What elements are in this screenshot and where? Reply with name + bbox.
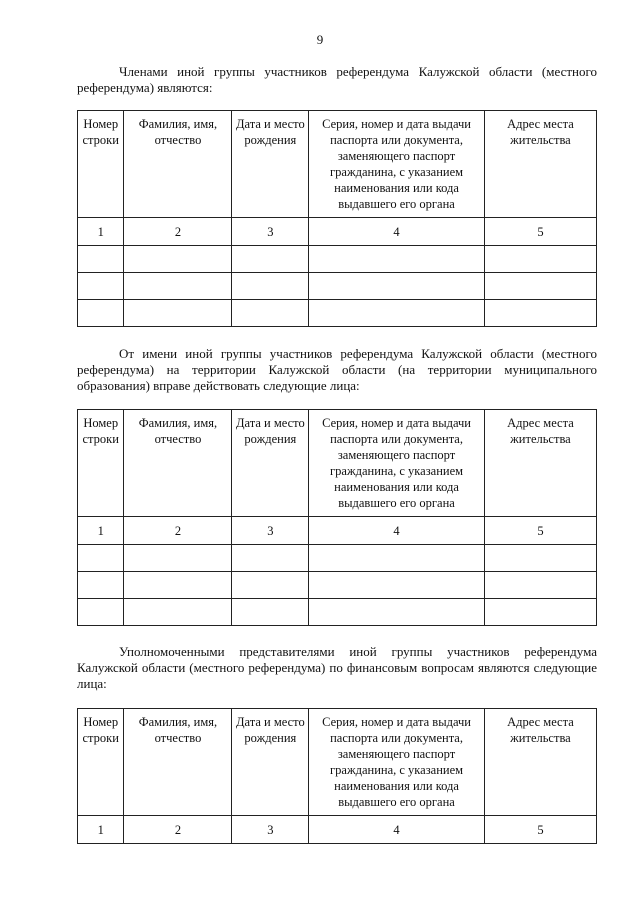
finance-representatives-table [77,708,597,844]
empty-cell[interactable] [78,273,124,300]
empty-row[interactable] [78,599,597,626]
empty-row[interactable] [78,545,597,572]
header-row-number: Номер строки [78,410,124,517]
header-address: Адрес места жительства [484,410,596,517]
column-number-row [78,816,597,844]
header-birth: Дата и место рождения [232,709,309,816]
empty-cell[interactable] [484,300,596,327]
column-number: 1 [78,218,124,246]
empty-cell[interactable] [309,572,485,599]
empty-cell[interactable] [232,300,309,327]
page-number: 9 [316,32,324,47]
empty-cell[interactable] [232,273,309,300]
header-row-number: Номер строки [78,709,124,816]
empty-cell[interactable] [78,599,124,626]
column-number: 3 [232,517,309,545]
column-number: 4 [309,517,485,545]
empty-cell[interactable] [78,545,124,572]
empty-cell[interactable] [309,300,485,327]
empty-cell[interactable] [124,572,232,599]
empty-cell[interactable] [484,273,596,300]
empty-cell[interactable] [124,273,232,300]
column-number: 3 [232,218,309,246]
header-address: Адрес места жительства [484,709,596,816]
column-number: 5 [484,218,596,246]
column-number-row [78,517,597,545]
section-1-text: Членами иной группы участников референдума Калужской области (местного референдума) являются: [77,64,597,95]
header-passport: Серия, номер и дата выдачи паспорта или документа, заменяющего паспорт гражданина, с указанием наименования или кода выдавшего его органа [309,111,485,218]
header-row-number: Номер строки [78,111,124,218]
column-number: 1 [78,816,124,844]
empty-cell[interactable] [484,572,596,599]
column-number: 1 [78,517,124,545]
empty-cell[interactable] [309,273,485,300]
empty-row[interactable] [78,273,597,300]
table-header-row [78,709,597,816]
empty-cell[interactable] [484,246,596,273]
members-table [77,110,597,327]
empty-cell[interactable] [78,300,124,327]
empty-row[interactable] [78,300,597,327]
column-number: 4 [309,816,485,844]
empty-cell[interactable] [309,545,485,572]
empty-cell[interactable] [124,545,232,572]
empty-cell[interactable] [78,246,124,273]
empty-cell[interactable] [309,599,485,626]
empty-cell[interactable] [124,246,232,273]
column-number: 5 [484,816,596,844]
table-header-row [78,410,597,517]
empty-cell[interactable] [124,300,232,327]
header-full-name: Фамилия, имя, отчество [124,709,232,816]
section-3-text: Уполномоченными представителями иной группы участников референдума Калужской области (местного референдума) по финансовым вопросам являются следующие лица: [77,644,597,691]
empty-cell[interactable] [232,599,309,626]
empty-cell[interactable] [484,545,596,572]
header-full-name: Фамилия, имя, отчество [124,410,232,517]
header-passport: Серия, номер и дата выдачи паспорта или документа, заменяющего паспорт гражданина, с указанием наименования или кода выдавшего его органа [309,709,485,816]
empty-cell[interactable] [232,572,309,599]
header-birth: Дата и место рождения [232,410,309,517]
section-2-text: От имени иной группы участников референдума Калужской области (местного референдума) на территории Калужской области (на территории муниципального образования) вправе действовать следующие лица: [77,346,597,393]
header-birth: Дата и место рождения [232,111,309,218]
empty-cell[interactable] [232,545,309,572]
representatives-table [77,409,597,626]
column-number: 2 [124,517,232,545]
table-header-row [78,111,597,218]
column-number: 2 [124,816,232,844]
header-full-name: Фамилия, имя, отчество [124,111,232,218]
column-number: 3 [232,816,309,844]
empty-cell[interactable] [232,246,309,273]
header-passport: Серия, номер и дата выдачи паспорта или документа, заменяющего паспорт гражданина, с указанием наименования или кода выдавшего его органа [309,410,485,517]
empty-cell[interactable] [309,246,485,273]
empty-cell[interactable] [484,599,596,626]
empty-cell[interactable] [78,572,124,599]
column-number: 5 [484,517,596,545]
column-number-row [78,218,597,246]
empty-row[interactable] [78,572,597,599]
column-number: 2 [124,218,232,246]
empty-cell[interactable] [124,599,232,626]
column-number: 4 [309,218,485,246]
header-address: Адрес места жительства [484,111,596,218]
empty-row[interactable] [78,246,597,273]
